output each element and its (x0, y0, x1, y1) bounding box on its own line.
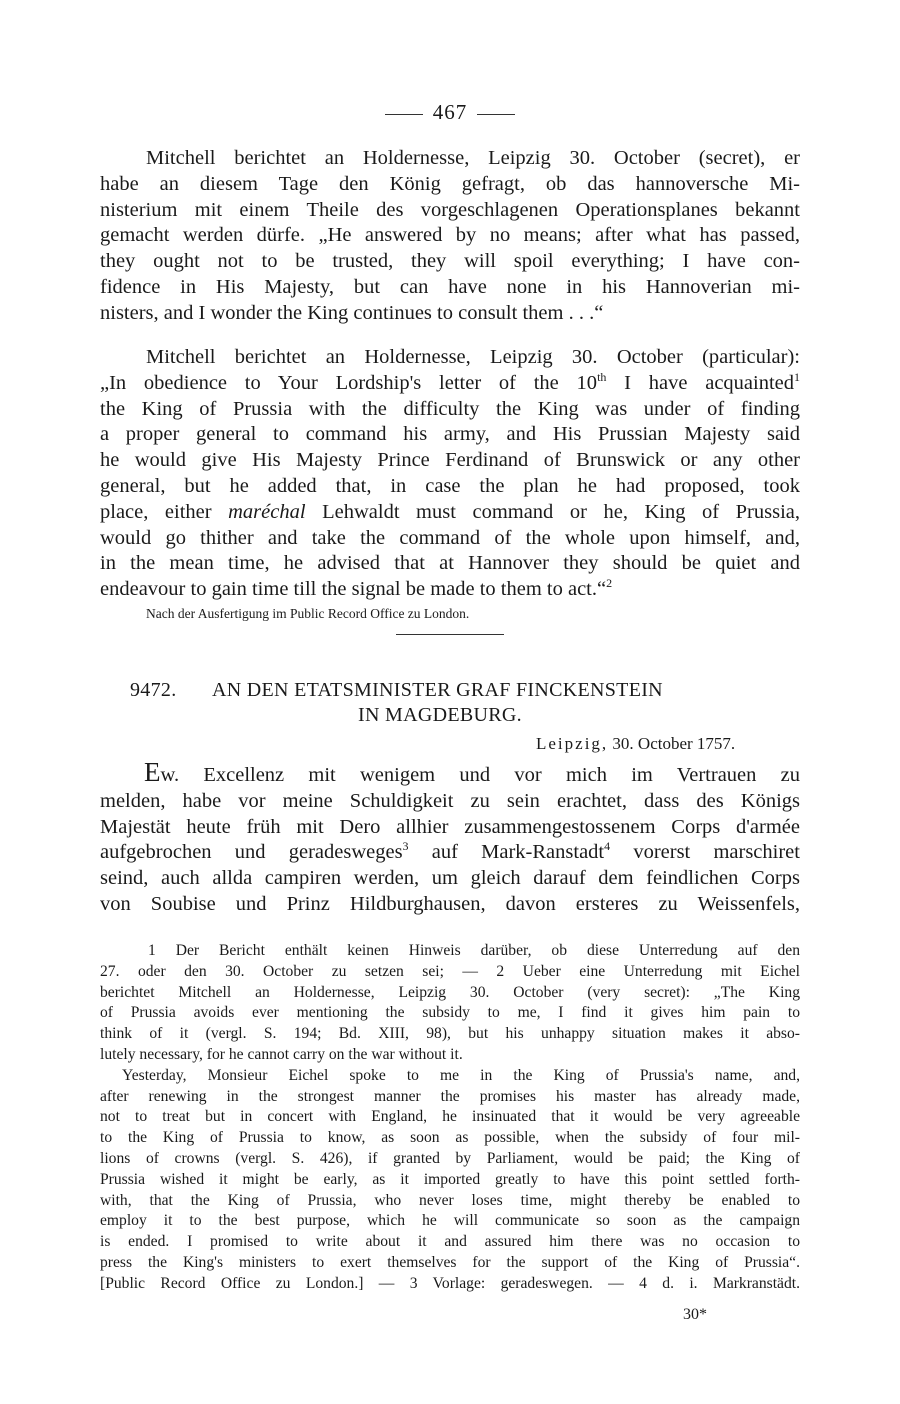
footnote-line: 27. oder den 30. October zu setzen sei; — 2 Ueber eine Unterredung mit Eichel (100, 962, 800, 980)
footnote-line: employ it to the best purpose, which he will communicate so soon as the campaign (100, 1212, 800, 1230)
dateline-date: 30. October 1757. (612, 734, 736, 753)
text-line (100, 840, 800, 866)
footnote-line: berichtet Mitchell an Holdernesse, Leipzig 30. October (very secret): „The King (100, 983, 800, 1001)
footnote-marker: 1 (794, 369, 801, 384)
text-line: seind, auch allda campiren werden, um gleich darauf dem feindlichen Corps (100, 867, 800, 890)
footnotes (100, 941, 800, 1295)
text-line: gemacht werden dürfe. „He answered by no means; after what has passed, (100, 224, 800, 247)
dateline-place: Leipzig, (536, 734, 609, 753)
text-line (100, 371, 800, 397)
superscript: th (597, 369, 607, 384)
text-line: would go thither and take the command of the whole upon himself, and, (100, 526, 800, 549)
footnote-marker: 4 (604, 839, 611, 854)
text-run: vorerst marschiret (610, 841, 800, 864)
text-line: nisterium mit einem Theile des vorgeschlagenen Operationsplanes bekannt (100, 198, 800, 221)
text-line (100, 500, 800, 526)
text-line: general, but he added that, in case the plan he had proposed, took (100, 474, 800, 497)
footnote-line: lutely necessary, for he cannot carry on the war without it. (100, 1045, 463, 1063)
footnote-line: think of it (vergl. S. 194; Bd. XIII, 98), but his unhappy situation makes it abso- (100, 1025, 800, 1043)
footnote-line: press the King's ministers to exert themselves for the support of the King of Prussia“. (100, 1253, 800, 1271)
text-line: habe an diesem Tage den König gefragt, ob das hannoversche Mi- (100, 172, 800, 195)
source-note: Nach der Ausfertigung im Public Record Office zu London. (146, 606, 470, 621)
text-line: they ought not to be trusted, they will spoil everything; I have con- (100, 250, 800, 273)
footnote-line: of Prussia avoids ever mentioning the subsidy to me, I find it gives him pain to (100, 1004, 800, 1022)
footnote-line: to the King of Prussia to know, as soon as possible, when the subsidy of four mil- (100, 1129, 800, 1147)
text-line: Majestät heute früh mit Dero allhier zusammengestossenem Corps d'armée (100, 815, 800, 838)
footnote-line: lions of crowns (vergl. S. 426), if granted by Parliament, would be paid; the King of (100, 1149, 800, 1167)
heading-line-2: IN MAGDEBURG. (358, 704, 522, 726)
text-line: Mitchell berichtet an Holdernesse, Leipzig 30. October (secret), er (146, 147, 800, 169)
text-run: aufgebrochen und geradesweges (100, 841, 403, 864)
text-line: a proper general to command his army, and His Prussian Majesty said (100, 423, 800, 446)
heading-line-1: AN DEN ETATSMINISTER GRAF FINCKENSTEIN (212, 679, 663, 701)
header-dash-right (477, 114, 515, 115)
text-run: Lehwaldt must command or he, King of Prussia, (305, 500, 800, 523)
footnote-line: [Public Record Office zu London.] — 3 Vorlage: geradeswegen. — 4 d. i. Markranstädt. (100, 1274, 800, 1292)
page-number: 467 (432, 100, 468, 124)
page-header (0, 100, 900, 125)
text-line: in the mean time, he advised that at Hannover they should be quiet and (100, 552, 800, 575)
footnote-line: with, that the King of Prussia, who never loses time, might thereby be enabled to (100, 1191, 800, 1209)
text-run: „In obedience to Your Lordship's letter of the 10 (100, 371, 598, 394)
text-line: melden, habe vor meine Schuldigkeit zu sein erachtet, dass des Königs (100, 789, 800, 812)
text-run: endeavour to gain time till the signal be made to them to act.“ (100, 578, 607, 601)
footnote-line: Prussia wished it might be early, as it imported greatly to have this point settled forth- (100, 1170, 800, 1188)
text-line (100, 577, 800, 603)
paragraph-mitchell-secret (100, 146, 800, 327)
dateline (536, 734, 735, 754)
text-run: w. Excellenz mit wenigem und vor mich im Vertrauen zu (160, 764, 800, 786)
footnote-line: Yesterday, Monsieur Eichel spoke to me in the King of Prussia's name, and, (122, 1066, 800, 1084)
footnote-line: not to treat but in concert with England, he insinuated that it would be very agreeable (100, 1108, 800, 1126)
letter-body (100, 757, 800, 918)
document-number: 9472. (130, 679, 177, 701)
footnote-marker: 2 (606, 576, 613, 591)
text-line: he would give His Majesty Prince Ferdinand of Brunswick or any other (100, 449, 800, 472)
footnote-line: is ended. I promised to write about it and assured him there was no occasion to (100, 1233, 800, 1251)
footnote-marker: 3 (402, 839, 409, 854)
text-line: fidence in His Majesty, but can have none in his Hannoverian mi- (100, 275, 800, 298)
paragraph-mitchell-particular (100, 345, 800, 603)
footnote-line: 1 Der Bericht enthält keinen Hinweis darüber, ob diese Unterredung auf den (148, 942, 800, 959)
footnote-line: after renewing in the strongest manner the promises his master has already made, (100, 1087, 800, 1105)
header-dash-left (385, 114, 423, 115)
section-rule (396, 634, 504, 635)
text-line: nisters, and I wonder the King continues to consult them . . .“ (100, 301, 604, 324)
text-run: place, either (100, 500, 229, 523)
text-line: Mitchell berichtet an Holdernesse, Leipzig 30. October (particular): (146, 346, 800, 368)
drop-cap: E (144, 757, 161, 787)
text-line: the King of Prussia with the difficulty the King was under of finding (100, 397, 800, 420)
text-run: I have acquainted (606, 371, 795, 394)
text-run: auf Mark-Ranstadt (408, 841, 605, 864)
text-line (100, 757, 800, 789)
printer-signature: 30* (683, 1306, 707, 1323)
text-line: von Soubise und Prinz Hildburghausen, davon ersteres zu Weissenfels, (100, 892, 800, 915)
italic-term: maréchal (228, 500, 306, 523)
